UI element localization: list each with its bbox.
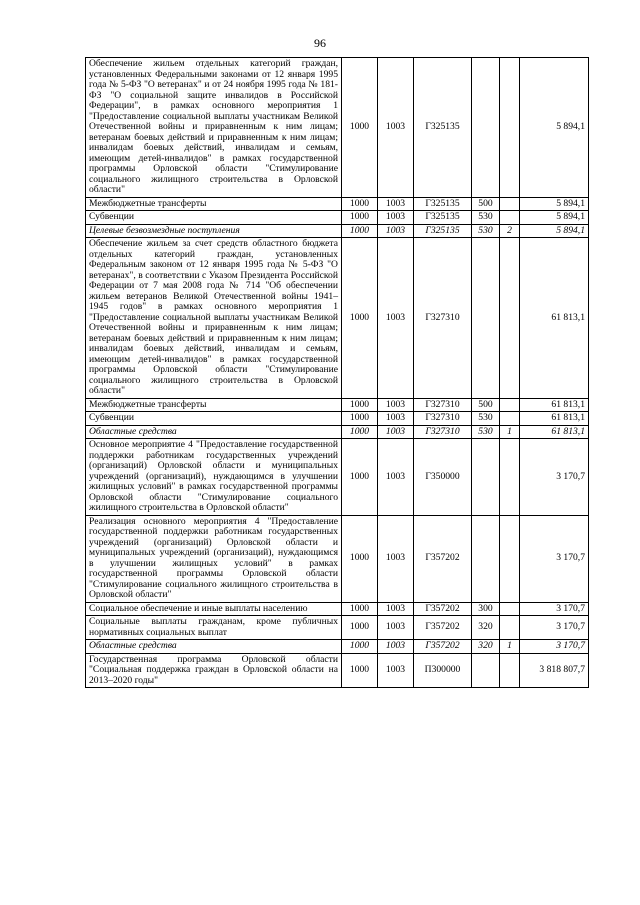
row-expense-type-code: 530 [472,412,500,426]
row-target-article-code: Г357202 [414,616,472,640]
row-amount: 5 894,1 [520,58,589,198]
row-source-code [500,412,520,426]
row-target-article-code: Г357202 [414,602,472,616]
row-subsection-code: 1003 [378,398,414,412]
row-target-article-code: Г357202 [414,515,472,602]
row-amount: 3 170,7 [520,515,589,602]
row-name: Реализация основного мероприятия 4 "Предоставление государственной поддержки работникам государственных учреждений (организаций) Орловской области и муниципальных учреждений (организаций), нуждающимся в улучшении жилищных условий" в рамках государственной программы Орловской области "Стимулирование социального жилищного строительства в Орловской области" [86,515,342,602]
table-row [86,398,589,412]
row-subsection-code: 1003 [378,425,414,439]
page-number: 96 [314,36,326,50]
row-subsection-code: 1003 [378,224,414,238]
row-target-article-code: Г325135 [414,197,472,211]
row-source-code [500,602,520,616]
row-name: Социальные выплаты гражданам, кроме публичных нормативных социальных выплат [86,616,342,640]
row-expense-type-code: 530 [472,425,500,439]
row-amount: 61 813,1 [520,412,589,426]
row-name: Целевые безвозмездные поступления [86,224,342,238]
row-section-code: 1000 [342,197,378,211]
row-expense-type-code: 320 [472,640,500,654]
table-row [86,412,589,426]
row-section-code: 1000 [342,58,378,198]
row-section-code: 1000 [342,653,378,688]
row-section-code: 1000 [342,412,378,426]
row-target-article-code: Г325135 [414,224,472,238]
row-name: Областные средства [86,425,342,439]
row-name: Основное мероприятие 4 "Предоставление государственной поддержки работникам государственных учреждений (организаций) Орловской области и муниципальных учреждений (организаций), нуждающимся в улучшении жилищных условий" в рамках государственной программы Орловской области "Стимулирование социального жилищного строительства в Орловской области" [86,439,342,516]
row-name: Социальное обеспечение и иные выплаты населению [86,602,342,616]
row-amount: 5 894,1 [520,224,589,238]
row-source-code [500,197,520,211]
row-section-code: 1000 [342,398,378,412]
table-row [86,640,589,654]
row-target-article-code: Г327310 [414,398,472,412]
row-expense-type-code [472,653,500,688]
row-section-code: 1000 [342,602,378,616]
row-expense-type-code: 500 [472,398,500,412]
row-expense-type-code [472,515,500,602]
row-name: Субвенции [86,211,342,225]
row-subsection-code: 1003 [378,197,414,211]
row-amount: 61 813,1 [520,425,589,439]
table-row [86,58,589,198]
row-subsection-code: 1003 [378,439,414,516]
budget-table [85,57,589,688]
row-amount: 3 170,7 [520,602,589,616]
row-amount: 3 170,7 [520,616,589,640]
row-expense-type-code: 320 [472,616,500,640]
row-name: Обеспечение жильем отдельных категорий граждан, установленных Федеральными законами от 12 января 1995 года № 5-ФЗ "О ветеранах" и от 24 ноября 1995 года № 181-ФЗ "О социальной защите инвалидов в Российской Федерации", в рамках основного мероприятия 1 "Предоставление социальной выплаты участникам Великой Отечественной войны и приравненным к ним лицам; ветеранам боевых действий и приравненным к ним лицам; инвалидам боевых действий, инвалидам и семьям, имеющим детей-инвалидов" в рамках государственной программы Орловской области "Стимулирование социального жилищного строительства в Орловской области" [86,58,342,198]
row-target-article-code: Г325135 [414,211,472,225]
row-amount: 3 170,7 [520,640,589,654]
row-source-code [500,439,520,516]
table-row [86,616,589,640]
row-section-code: 1000 [342,515,378,602]
row-target-article-code: Г327310 [414,425,472,439]
row-target-article-code: Г327310 [414,412,472,426]
row-expense-type-code [472,238,500,399]
row-expense-type-code: 300 [472,602,500,616]
row-target-article-code: Г325135 [414,58,472,198]
row-expense-type-code: 530 [472,211,500,225]
row-section-code: 1000 [342,616,378,640]
row-expense-type-code: 530 [472,224,500,238]
row-source-code: 1 [500,640,520,654]
row-expense-type-code [472,58,500,198]
row-section-code: 1000 [342,238,378,399]
row-amount: 5 894,1 [520,197,589,211]
table-row [86,224,589,238]
row-subsection-code: 1003 [378,58,414,198]
row-source-code [500,398,520,412]
row-amount: 61 813,1 [520,238,589,399]
row-subsection-code: 1003 [378,616,414,640]
row-expense-type-code [472,439,500,516]
table-row [86,439,589,516]
row-expense-type-code: 500 [472,197,500,211]
table-row [86,238,589,399]
row-name: Областные средства [86,640,342,654]
row-target-article-code: Г357202 [414,640,472,654]
row-section-code: 1000 [342,224,378,238]
row-section-code: 1000 [342,439,378,516]
row-source-code [500,211,520,225]
row-section-code: 1000 [342,425,378,439]
table-row [86,602,589,616]
table-row [86,515,589,602]
row-name: Межбюджетные трансферты [86,197,342,211]
row-target-article-code: Г327310 [414,238,472,399]
row-source-code [500,58,520,198]
row-subsection-code: 1003 [378,238,414,399]
row-subsection-code: 1003 [378,602,414,616]
row-amount: 3 170,7 [520,439,589,516]
row-target-article-code: П300000 [414,653,472,688]
table-row [86,653,589,688]
row-source-code [500,616,520,640]
row-section-code: 1000 [342,211,378,225]
row-source-code [500,653,520,688]
row-amount: 3 818 807,7 [520,653,589,688]
row-section-code: 1000 [342,640,378,654]
row-name: Межбюджетные трансферты [86,398,342,412]
row-name: Обеспечение жильем за счет средств областного бюджета отдельных категорий граждан, установленных Федеральным законом от 12 января 1995 года № 5-ФЗ "О ветеранах", в соответствии с Указом Президента Российской Федерации от 7 мая 2008 года № 714 "Об обеспечении жильем ветеранов Великой Отечественной войны 1941–1945 годов" в рамках основного мероприятия 1 "Предоставление социальной выплаты участникам Великой Отечественной войны и приравненным к ним лицам; ветеранам боевых действий и приравненным к ним лицам; инвалидам боевых действий, инвалидам и семьям, имеющим детей-инвалидов" в рамках государственной программы Орловской области "Стимулирование социального жилищного строительства в Орловской области" [86,238,342,399]
table-row [86,425,589,439]
row-subsection-code: 1003 [378,211,414,225]
row-target-article-code: Г350000 [414,439,472,516]
row-subsection-code: 1003 [378,653,414,688]
row-subsection-code: 1003 [378,412,414,426]
row-subsection-code: 1003 [378,515,414,602]
row-source-code: 1 [500,425,520,439]
table-row [86,211,589,225]
row-amount: 61 813,1 [520,398,589,412]
row-source-code [500,515,520,602]
row-source-code [500,238,520,399]
row-source-code: 2 [500,224,520,238]
row-name: Субвенции [86,412,342,426]
row-subsection-code: 1003 [378,640,414,654]
table-row [86,197,589,211]
row-name: Государственная программа Орловской области "Социальная поддержка граждан в Орловской области на 2013–2020 годы" [86,653,342,688]
row-amount: 5 894,1 [520,211,589,225]
